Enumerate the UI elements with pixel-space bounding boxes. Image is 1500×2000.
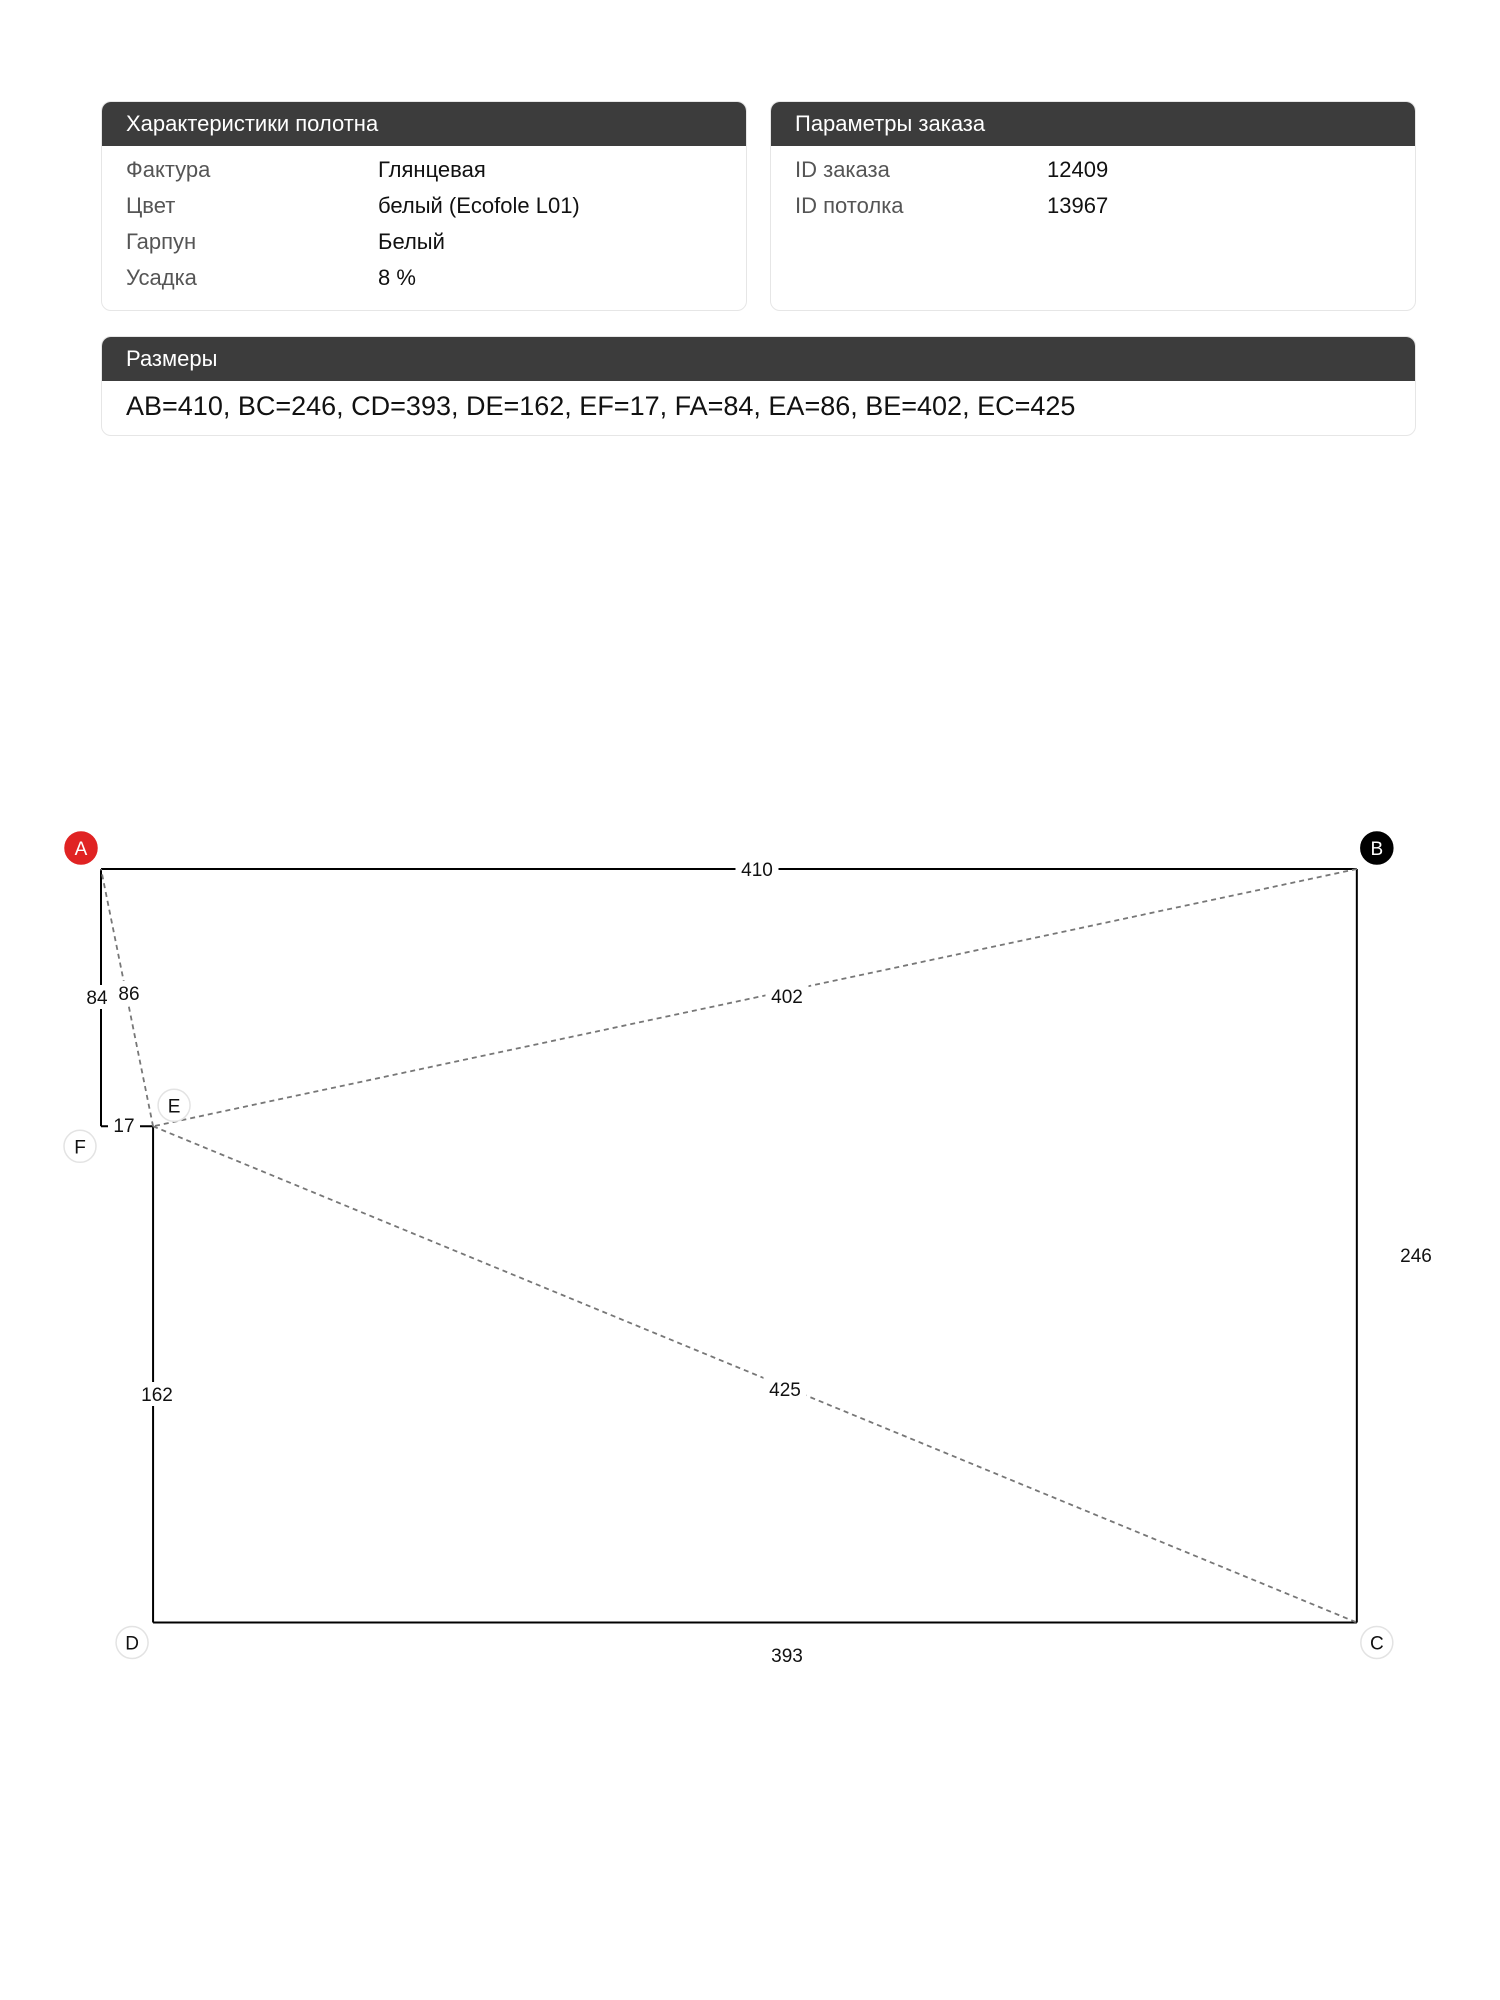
order-card-title: Параметры заказа (771, 102, 1415, 146)
row-label: Гарпун (126, 229, 197, 254)
dimensions-card-title: Размеры (102, 337, 1415, 381)
edge-BC-label: 246 (1400, 1246, 1432, 1267)
row-value: 13967 (1047, 193, 1109, 218)
edge-AB-label: 410 (741, 860, 773, 881)
diagonal-EC (153, 1126, 1357, 1622)
vertex-B-label: B (1370, 839, 1384, 860)
edge-CD-label: 393 (771, 1646, 803, 1667)
fabric-card-title: Характеристики полотна (102, 102, 746, 146)
row-value: 8 % (378, 265, 416, 290)
vertex-A-label: A (74, 839, 88, 860)
vertex-D-label: D (125, 1633, 139, 1655)
edge-FA-label: 84 (86, 988, 108, 1009)
edge-DE-label: 162 (141, 1385, 173, 1406)
diagonal-EC-label: 425 (769, 1380, 801, 1401)
edge-EF-label: 17 (113, 1116, 135, 1137)
row-value: Глянцевая (378, 157, 486, 182)
dimensions-text: AB=410, BC=246, CD=393, DE=162, EF=17, FA=84, EA=86, BE=402, EC=425 (126, 391, 1076, 421)
row-label: ID потолка (795, 193, 904, 218)
row-value: Белый (378, 229, 445, 254)
diagonal-BE-label: 402 (771, 987, 803, 1008)
diagonal-EA-label: 86 (118, 984, 140, 1005)
vertex-C-label: C (1369, 1633, 1384, 1655)
diagonal-BE (153, 869, 1357, 1126)
row-value: белый (Ecofole L01) (378, 193, 580, 218)
row-label: Фактура (126, 157, 211, 182)
row-label: ID заказа (795, 157, 890, 182)
row-label: Цвет (126, 193, 176, 218)
vertex-E-label: E (167, 1096, 181, 1118)
vertex-F-label: F (74, 1137, 86, 1159)
row-label: Усадка (126, 265, 197, 290)
row-value: 12409 (1047, 157, 1109, 182)
